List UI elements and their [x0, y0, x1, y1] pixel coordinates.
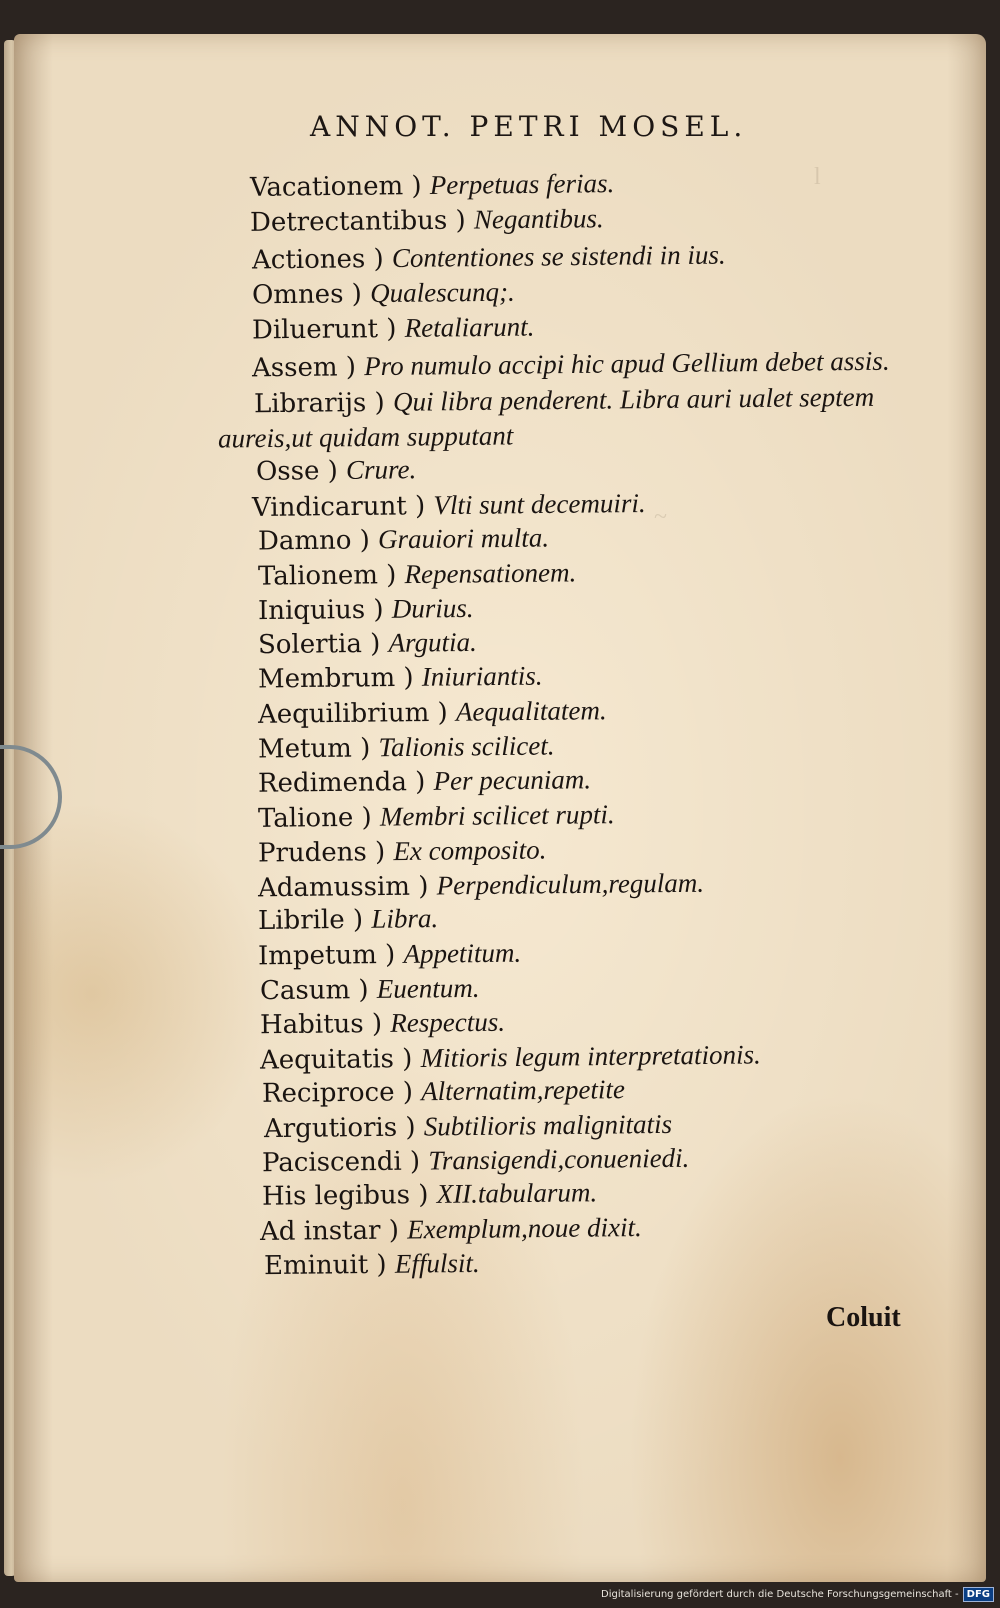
entry-gloss: Negantibus.: [473, 203, 604, 235]
glossary-line: [260, 1037, 761, 1077]
entry-gloss: Respectus.: [390, 1006, 506, 1038]
glossary-line: [258, 591, 474, 628]
glossary-line: [256, 452, 417, 489]
glossary-line: [260, 1005, 505, 1043]
entry-term: His legibus ): [261, 1180, 429, 1212]
entry-term: Diluerunt ): [251, 313, 397, 346]
entry-term: Aequilibrium ): [257, 697, 448, 730]
glossary-line: [260, 1210, 642, 1249]
entry-gloss: Argutia.: [388, 626, 477, 658]
entry-term: Talione ): [257, 802, 372, 834]
entry-gloss: Talionis scilicet.: [378, 730, 555, 763]
glossary-line: [260, 971, 480, 1008]
glossary-line: [258, 866, 704, 906]
entry-term: Eminuit ): [263, 1249, 387, 1282]
entry-term: Prudens ): [257, 837, 386, 869]
entry-term: Solertia ): [257, 628, 381, 661]
entry-term: Redimenda ): [257, 766, 426, 799]
glossary-line: [264, 1107, 672, 1146]
glossary-line: [252, 275, 515, 313]
entry-gloss: Durius.: [391, 592, 474, 624]
entry-gloss: Qui libra penderent. Libra auri ualet septem: [392, 381, 875, 417]
entry-gloss: Exemplum,noue dixit.: [406, 1212, 642, 1245]
glossary-line: [252, 344, 890, 386]
glossary-line: [252, 310, 535, 348]
entry-gloss: XII.tabularum.: [436, 1177, 598, 1209]
show-through-text: l: [814, 164, 821, 190]
entry-gloss: Iniuriantis.: [421, 660, 543, 692]
entry-term: Vacationem ): [249, 171, 422, 203]
catchword: Coluit: [826, 1302, 901, 1333]
glossary-line: [258, 659, 543, 697]
show-through-text: ~: [654, 504, 667, 530]
glossary-line: [258, 555, 577, 593]
entry-term: Assem ): [251, 352, 357, 384]
entry-gloss: Alternatim,repetite: [421, 1074, 626, 1107]
glossary-line: [258, 520, 549, 558]
entry-gloss: Contentiones se sistendi in ius.: [391, 239, 726, 274]
entry-term: Paciscendi ): [261, 1146, 421, 1179]
entry-gloss: Subtilioris malignitatis: [423, 1108, 673, 1142]
entry-term: Membrum ): [257, 662, 414, 695]
entry-gloss: Repensationem.: [404, 557, 577, 590]
entry-term: Damno ): [257, 525, 370, 557]
entry-term: Vindicarunt ): [251, 491, 426, 524]
entry-gloss: Effulsit.: [394, 1247, 480, 1279]
glossary-line: [258, 625, 477, 662]
entry-gloss: Pro numulo accipi hic apud Gellium debet assis.: [364, 345, 890, 382]
entry-term: Reciproce ): [261, 1077, 414, 1109]
entry-term: Impetum ): [257, 939, 396, 972]
entry-term: Actiones ): [251, 244, 384, 276]
entry-term: Ad instar ): [259, 1215, 400, 1247]
entry-gloss: Per pecuniam.: [433, 764, 592, 796]
glossary-line: [252, 486, 646, 525]
entry-term: Omnes ): [251, 279, 363, 311]
glossary-line: [262, 1072, 625, 1111]
glossary-line: [264, 1246, 480, 1283]
entry-term: Detrectantibus ): [249, 205, 466, 238]
entry-gloss: Aequalitatem.: [455, 695, 607, 727]
glossary-line: [258, 797, 615, 836]
entry-term: Iniquius ): [257, 594, 384, 627]
entry-gloss: Mitioris legum interpretationis.: [420, 1039, 761, 1073]
glossary-line: [218, 418, 514, 456]
entry-term: Metum ): [257, 733, 371, 765]
glossary-line: [250, 166, 615, 205]
entry-gloss: Appetitum.: [403, 937, 522, 969]
entry-term: Habitus ): [259, 1009, 383, 1041]
entry-gloss: Vlti sunt decemuiri.: [433, 487, 646, 521]
entry-term: Adamussim ): [257, 871, 429, 904]
entry-gloss: Perpendiculum,regulam.: [436, 867, 705, 901]
entry-term: Casum ): [259, 975, 369, 1007]
entry-gloss: Membri scilicet rupti.: [379, 799, 615, 832]
entry-term: Osse ): [255, 455, 338, 487]
glossary-line: [254, 380, 875, 421]
running-header: ANNOT. PETRI MOSEL.: [310, 110, 748, 143]
entry-gloss: Retaliarunt.: [404, 311, 535, 343]
glossary-line: [252, 238, 726, 278]
entry-gloss: Ex composito.: [393, 834, 547, 867]
entry-gloss: Libra.: [371, 903, 439, 934]
entry-gloss: Qualescunq;.: [369, 276, 515, 309]
entry-gloss: aureis,ut quidam supputant: [217, 420, 514, 454]
entry-gloss: Grauiori multa.: [377, 522, 550, 555]
entry-gloss: Perpetuas ferias.: [429, 168, 615, 201]
glossary-line: [250, 201, 604, 240]
glossary-line: [258, 728, 555, 766]
entry-gloss: Euentum.: [376, 972, 480, 1004]
entry-gloss: Transigendi,conueniedi.: [428, 1142, 690, 1176]
entry-gloss: Crure.: [345, 454, 417, 485]
entry-term: Librarijs ): [253, 387, 385, 420]
glossary-line: [258, 693, 607, 732]
entry-term: Aequitatis ): [259, 1044, 413, 1076]
digitization-footer: [601, 1584, 994, 1604]
glossary-line: [258, 936, 522, 974]
glossary-line: [258, 901, 438, 938]
glossary-line: [258, 832, 547, 870]
footer-text: Digitalisierung gefördert durch die Deutsche Forschungsgemeinschaft -: [601, 1588, 959, 1600]
glossary-line: [262, 1141, 690, 1180]
glossary-line: [258, 762, 591, 800]
glossary-line: [262, 1175, 598, 1214]
entry-term: Argutioris ): [263, 1112, 416, 1145]
dfg-logo-icon: DFG: [963, 1587, 994, 1602]
entry-term: Librile ): [257, 904, 364, 936]
entry-term: Talionem ): [257, 560, 397, 592]
